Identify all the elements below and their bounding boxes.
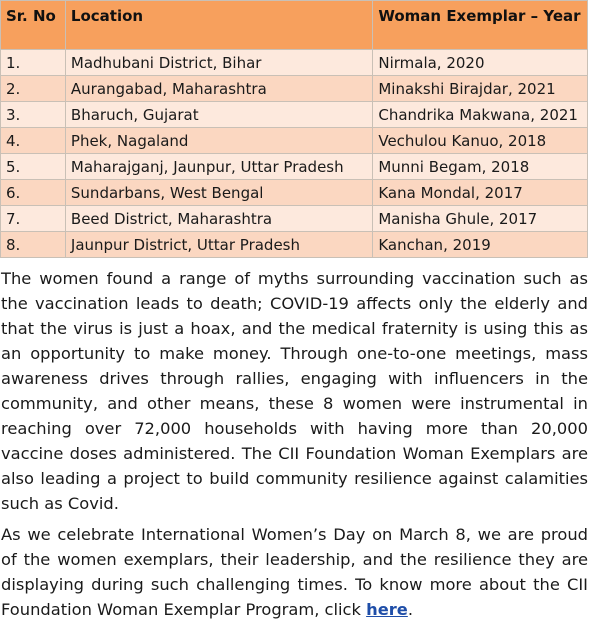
paragraph-end: . (407, 600, 414, 619)
cell-sr-no: 3. (1, 102, 66, 128)
cell-sr-no: 4. (1, 128, 66, 154)
cell-sr-no: 7. (1, 206, 66, 232)
cell-sr-no: 2. (1, 76, 66, 102)
cell-location: Beed District, Maharashtra (65, 206, 372, 232)
header-location: Location (65, 1, 372, 50)
table-row (1, 102, 588, 128)
cell-exemplar: Minakshi Birajdar, 2021 (373, 76, 588, 102)
womens-day-paragraph (0, 522, 589, 622)
table-row (1, 154, 588, 180)
cell-exemplar: Kanchan, 2019 (373, 232, 588, 258)
cell-sr-no: 8. (1, 232, 66, 258)
table-row (1, 50, 588, 76)
cell-location: Bharuch, Gujarat (65, 102, 372, 128)
cell-exemplar: Manisha Ghule, 2017 (373, 206, 588, 232)
cell-location: Maharajganj, Jaunpur, Uttar Pradesh (65, 154, 372, 180)
table-row (1, 76, 588, 102)
cell-location: Phek, Nagaland (65, 128, 372, 154)
cell-location: Madhubani District, Bihar (65, 50, 372, 76)
table-row (1, 206, 588, 232)
cell-location: Sundarbans, West Bengal (65, 180, 372, 206)
cell-exemplar: Kana Mondal, 2017 (373, 180, 588, 206)
cell-location: Aurangabad, Maharashtra (65, 76, 372, 102)
cell-exemplar: Vechulou Kanuo, 2018 (373, 128, 588, 154)
here-link[interactable]: here (366, 600, 408, 619)
cell-location: Jaunpur District, Uttar Pradesh (65, 232, 372, 258)
cell-sr-no: 5. (1, 154, 66, 180)
cell-exemplar: Nirmala, 2020 (373, 50, 588, 76)
cell-sr-no: 1. (1, 50, 66, 76)
womens-day-text: As we celebrate International Women’s Day on March 8, we are proud of the women exemplars, their leadership, and the resilience they are displaying during such challenging times. To know more about the CII Foundation Woman Exemplar Program, click (1, 525, 588, 619)
table-row (1, 180, 588, 206)
header-sr-no: Sr. No (1, 1, 66, 50)
table-row (1, 232, 588, 258)
cell-exemplar: Chandrika Makwana, 2021 (373, 102, 588, 128)
cell-sr-no: 6. (1, 180, 66, 206)
myths-paragraph: The women found a range of myths surrounding vaccination such as the vaccination leads to death; COVID-19 affects only the elderly and that the virus is just a hoax, and the medical fraternity is using this as an opportunity to make money. Through one-to-one meetings, mass awareness drives through rallies, engaging with influencers in the community, and other means, these 8 women were instrumental in reaching over 72,000 households with having more than 20,000 vaccine doses administered. The CII Foundation Woman Exemplars are also leading a project to build community resilience against calamities such as Covid. (1, 269, 588, 513)
table-header-row (1, 1, 588, 50)
woman-exemplar-table (0, 0, 588, 258)
header-exemplar-year: Woman Exemplar – Year (373, 1, 588, 50)
cell-exemplar: Munni Begam, 2018 (373, 154, 588, 180)
table-row (1, 128, 588, 154)
